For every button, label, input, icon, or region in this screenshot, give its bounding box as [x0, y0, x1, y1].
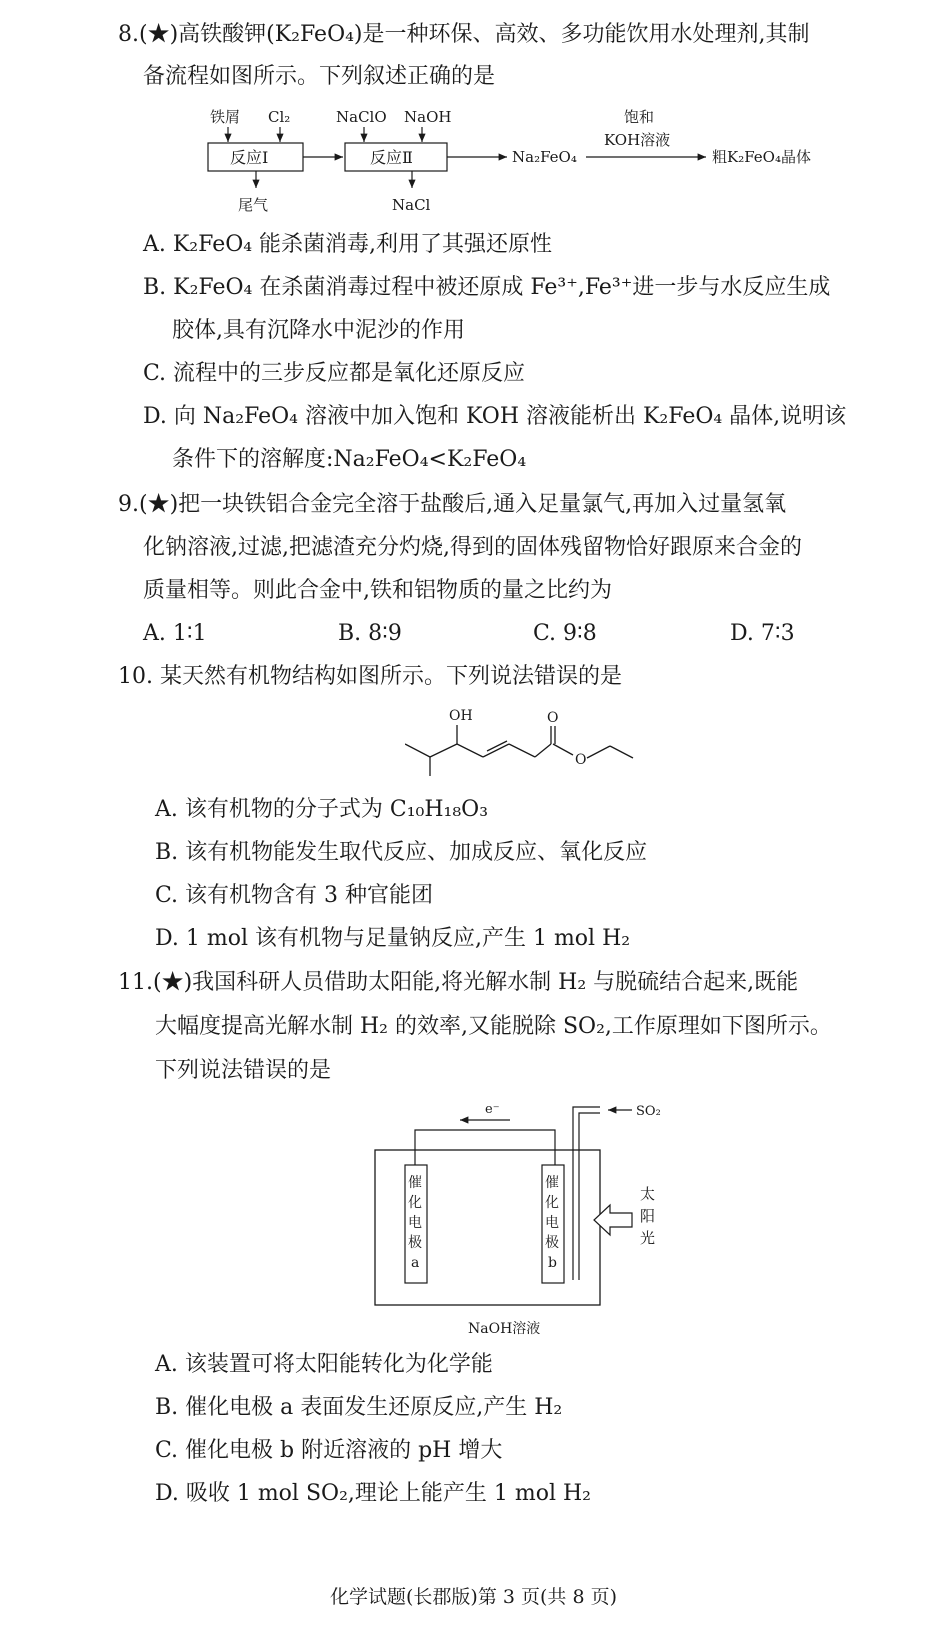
q8-stem-line1: 8.(★)高铁酸钾(K₂FeO₄)是一种环保、高效、多功能饮用水处理剂,其制 [118, 22, 810, 47]
q11-option-b: B. 催化电极 a 表面发生还原反应,产生 H₂ [155, 1395, 563, 1420]
electrode-a-char3: 电 [408, 1215, 422, 1231]
q9-option-a: A. 1∶1 [143, 621, 207, 646]
q8-option-b-line2: 胶体,具有沉降水中泥沙的作用 [172, 318, 465, 343]
q9-stem-line2: 化钠溶液,过滤,把滤渣充分灼烧,得到的固体残留物恰好跟原来合金的 [143, 535, 802, 560]
q10-option-a: A. 该有机物的分子式为 C₁₀H₁₈O₃ [155, 797, 489, 822]
q10-stem: 10. 某天然有机物结构如图所示。下列说法错误的是 [118, 664, 622, 689]
electrode-a-char4: 极 [408, 1235, 422, 1251]
struct-carbonyl-o: O [547, 710, 559, 726]
q8-option-c: C. 流程中的三步反应都是氧化还原反应 [143, 361, 526, 386]
electrode-a-char5: a [411, 1255, 420, 1271]
q11-stem-line1: 11.(★)我国科研人员借助太阳能,将光解水制 H₂ 与脱硫结合起来,既能 [118, 970, 799, 995]
external-wire [415, 1130, 555, 1165]
q8-option-d-line2: 条件下的溶解度:Na₂FeO₄<K₂FeO₄ [172, 447, 527, 472]
page-footer: 化学试题(长郡版)第 3 页(共 8 页) [330, 1586, 617, 1608]
flow-box2-label: 反应Ⅱ [370, 148, 413, 167]
electron-label: e⁻ [485, 1102, 500, 1117]
q10-option-d: D. 1 mol 该有机物与足量钠反应,产生 1 mol H₂ [155, 926, 631, 951]
flow-input-cl2: Cl₂ [268, 108, 291, 126]
q9-stem-line1: 9.(★)把一块铁铝合金完全溶于盐酸后,通入足量氯气,再加入过量氢氧 [118, 492, 787, 517]
sunlight-char3: 光 [640, 1229, 656, 1247]
q8-option-b-line1: B. K₂FeO₄ 在杀菌消毒过程中被还原成 Fe³⁺,Fe³⁺进一步与水反应生成 [143, 275, 831, 300]
so2-inlet-tube [573, 1107, 600, 1280]
sunlight-char2: 阳 [640, 1207, 656, 1225]
flow-output-tailgas: 尾气 [238, 196, 269, 214]
electrode-a-char1: 催 [408, 1175, 422, 1191]
flow-input-naclo: NaClO [336, 108, 387, 126]
q9-option-d: D. 7∶3 [730, 621, 795, 646]
q11-option-a: A. 该装置可将太阳能转化为化学能 [155, 1352, 493, 1377]
flow-product: 粗K₂FeO₄晶体 [712, 148, 811, 166]
q10-option-c: C. 该有机物含有 3 种官能团 [155, 883, 434, 908]
sunlight-char1: 太 [640, 1185, 656, 1203]
struct-oh-label: OH [449, 708, 473, 724]
q11-stem-line3: 下列说法错误的是 [155, 1058, 332, 1083]
electrode-b-char2: 化 [545, 1195, 559, 1211]
struct-bonds [405, 725, 633, 776]
solution-label: NaOH溶液 [468, 1321, 541, 1337]
electrode-b-char3: 电 [545, 1215, 559, 1231]
q8-flowchart [200, 100, 840, 220]
flow-input-iron: 铁屑 [210, 108, 241, 126]
q11-stem-line2: 大幅度提高光解水制 H₂ 的效率,又能脱除 SO₂,工作原理如下图所示。 [155, 1014, 832, 1039]
q11-option-d: D. 吸收 1 mol SO₂,理论上能产生 1 mol H₂ [155, 1481, 592, 1506]
q8-option-a: A. K₂FeO₄ 能杀菌消毒,利用了其强还原性 [143, 232, 553, 257]
q9-option-c: C. 9∶8 [533, 621, 597, 646]
electrode-b-char4: 极 [545, 1235, 559, 1251]
flow-output-nacl: NaCl [392, 196, 431, 214]
q11-option-c: C. 催化电极 b 附近溶液的 pH 增大 [155, 1438, 503, 1463]
flow-condition-line1: 饱和 [624, 108, 655, 126]
q9-option-b: B. 8∶9 [338, 621, 402, 646]
flow-box1-label: 反应Ⅰ [230, 148, 269, 167]
q8-stem-line2: 备流程如图所示。下列叙述正确的是 [143, 64, 496, 89]
q8-option-d-line1: D. 向 Na₂FeO₄ 溶液中加入饱和 KOH 溶液能析出 K₂FeO₄ 晶体,说明该 [143, 404, 847, 429]
q10-option-b: B. 该有机物能发生取代反应、加成反应、氧化反应 [155, 840, 648, 865]
so2-label: SO₂ [636, 1104, 661, 1119]
flow-input-naoh: NaOH [404, 108, 452, 126]
electrode-b-char1: 催 [545, 1175, 559, 1191]
flow-condition-line2: KOH溶液 [604, 131, 671, 149]
flow-intermediate: Na₂FeO₄ [512, 148, 577, 166]
q11-electrolysis-diagram [370, 1095, 690, 1345]
electrode-b-char5: b [548, 1255, 557, 1271]
q9-stem-line3: 质量相等。则此合金中,铁和铝物质的量之比约为 [143, 578, 612, 603]
q10-structure-formula [405, 700, 645, 780]
struct-ester-o: O [575, 752, 587, 768]
electrode-a-char2: 化 [408, 1195, 422, 1211]
